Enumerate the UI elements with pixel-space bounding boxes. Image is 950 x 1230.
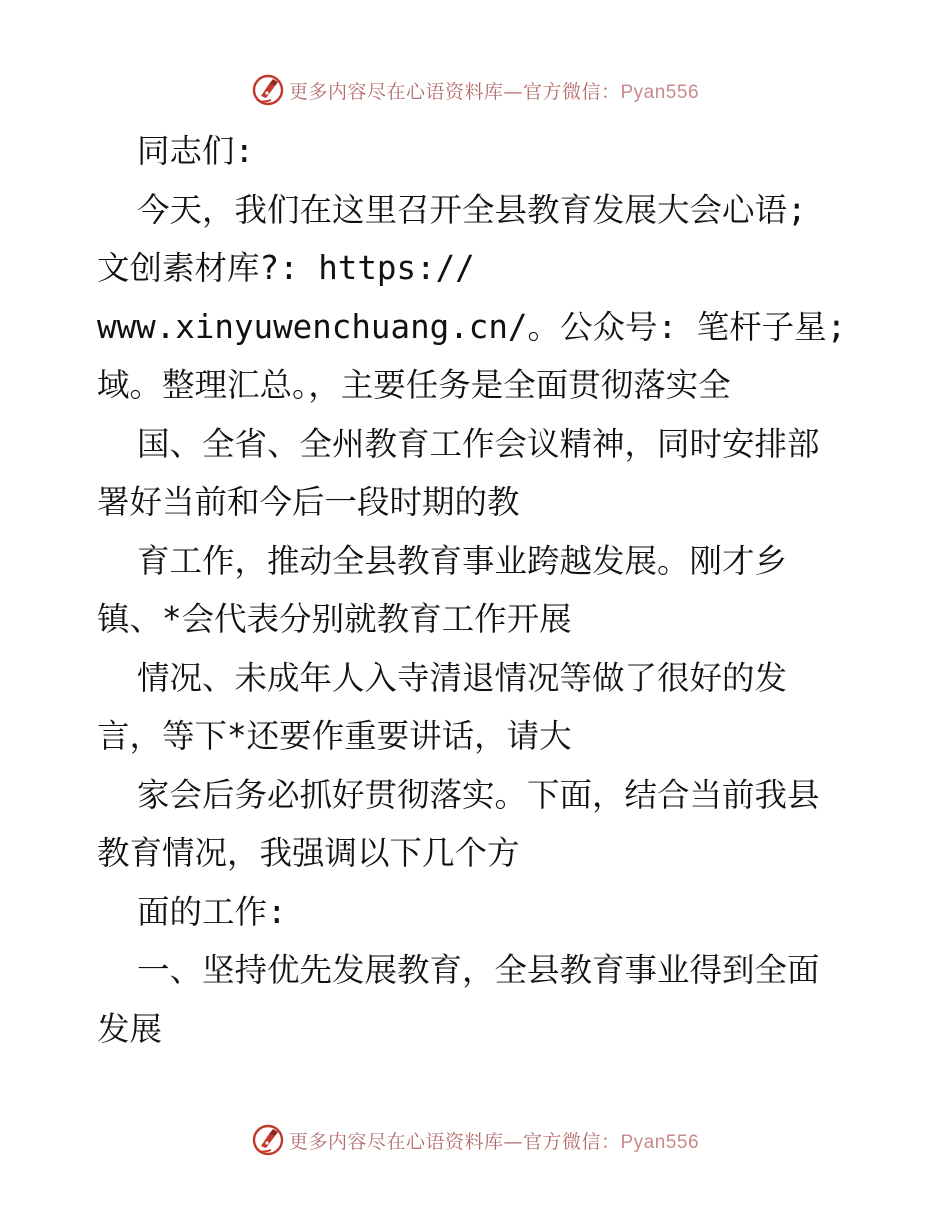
footer-banner-main: 更多内容尽在心语资料库—官方微信： xyxy=(288,1130,621,1153)
paragraph-line: 情况、未成年人入寺清退情况等做了很好的发 xyxy=(137,658,788,697)
header-banner-main: 更多内容尽在心语资料库—官方微信： xyxy=(288,80,621,103)
paragraph-line: 同志们: xyxy=(137,132,255,170)
header-banner-text xyxy=(289,77,699,104)
pen-nib-logo-icon xyxy=(251,73,285,107)
footer-banner xyxy=(0,1120,950,1160)
document-body xyxy=(97,122,857,1058)
paragraph-line: 域。整理汇总。，主要任务是全面贯彻落实全 xyxy=(97,366,731,404)
header-banner xyxy=(0,70,950,110)
paragraph-line: 教育情况，我强调以下几个方 xyxy=(97,834,520,872)
paragraph-line: 发展 xyxy=(97,1009,163,1048)
footer-banner-content xyxy=(251,1123,699,1157)
paragraph-line: 国、全省、全州教育工作会议精神，同时安排部 xyxy=(137,424,820,463)
pen-nib-logo-icon xyxy=(251,1123,285,1157)
footer-banner-text xyxy=(289,1127,699,1154)
footer-banner-handle: Pyan556 xyxy=(620,1131,700,1153)
paragraph-line: 一、坚持优先发展教育，全县教育事业得到全面 xyxy=(137,951,820,989)
paragraph-line: 家会后务必抓好贯彻落实。下面，结合当前我县 xyxy=(137,775,820,814)
paragraph-line: 文创素材库?: https:// xyxy=(97,249,475,287)
paragraph-line: 署好当前和今后一段时期的教 xyxy=(97,483,520,521)
paragraph-line: www.xinyuwenchuang.cn/。公众号: 笔杆子星; xyxy=(97,307,847,346)
paragraph-line: 育工作，推动全县教育事业跨越发展。刚才乡 xyxy=(137,541,788,580)
paragraph-line: 镇、*会代表分别就教育工作开展 xyxy=(97,600,572,638)
paragraph-line: 言，等下*还要作重要讲话，请大 xyxy=(97,717,572,755)
paragraph-line: 今天，我们在这里召开全县教育发展大会心语; xyxy=(137,190,807,229)
paragraph-line: 面的工作: xyxy=(137,892,287,931)
header-banner-handle: Pyan556 xyxy=(620,81,700,103)
header-banner-content xyxy=(251,73,699,107)
